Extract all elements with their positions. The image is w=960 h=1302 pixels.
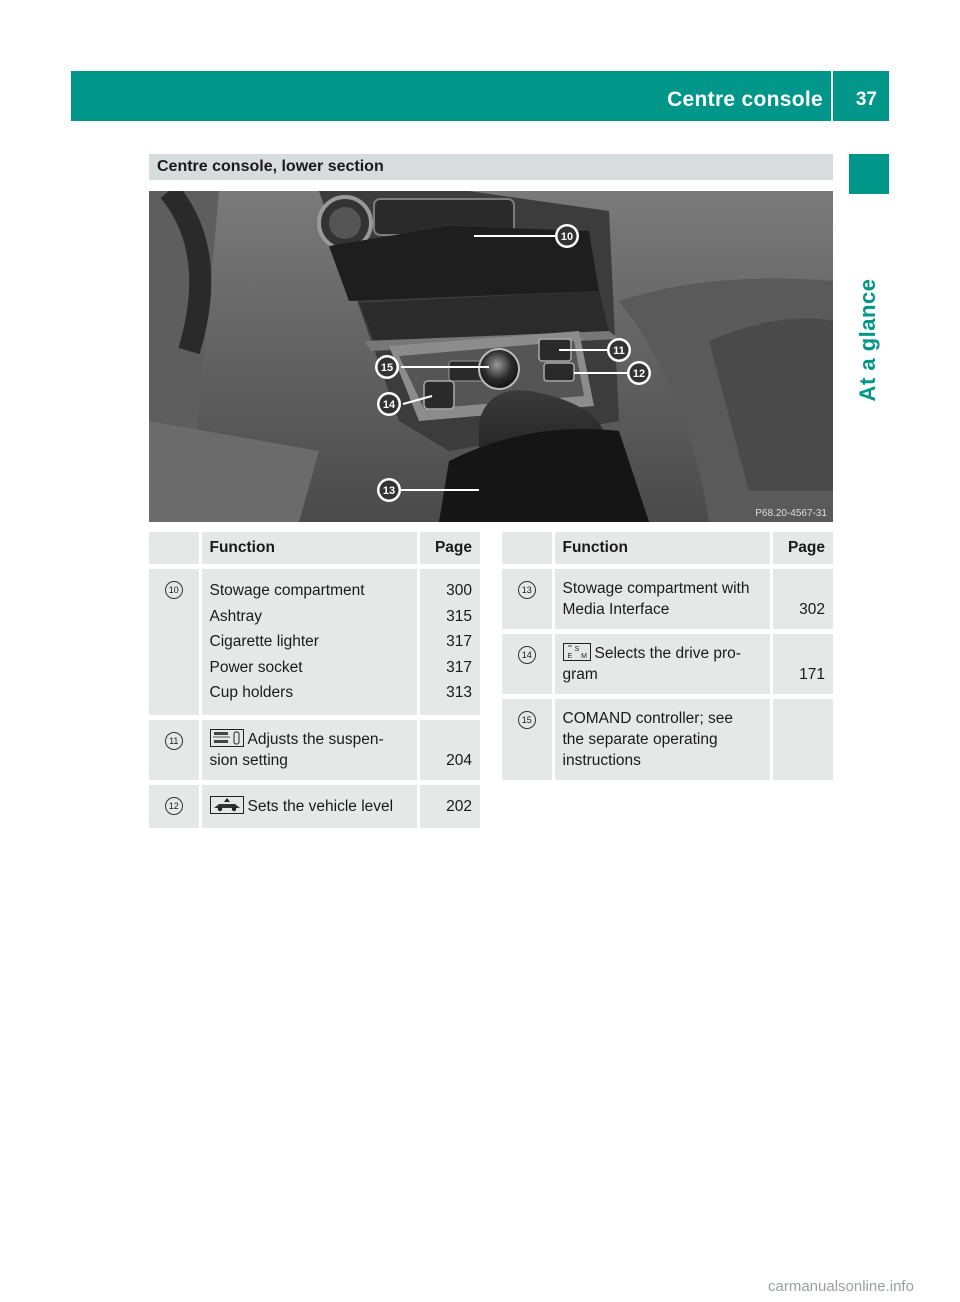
- chapter-title: Centre console: [667, 88, 823, 111]
- page-number: 37: [855, 89, 877, 110]
- page-ref: 202: [446, 797, 472, 815]
- page-ref: 317: [446, 633, 472, 650]
- table-row: [149, 785, 480, 829]
- function-text: Power socket: [209, 658, 303, 676]
- function-text: sion setting: [209, 751, 288, 769]
- page-ref: 317: [446, 658, 472, 676]
- page-header: [71, 71, 889, 121]
- function-text: Adjusts the suspen-: [247, 730, 384, 748]
- page-ref: 204: [446, 751, 472, 769]
- function-text: Stowage compartment: [209, 582, 365, 599]
- page-ref: [777, 708, 826, 729]
- item-number: 13: [518, 581, 536, 599]
- svg-text:14: 14: [382, 399, 396, 411]
- header-divider: [831, 71, 833, 121]
- function-text: gram: [562, 666, 598, 683]
- svg-text:11: 11: [613, 345, 625, 357]
- callout-11: [607, 338, 631, 362]
- page-ref: 302: [799, 601, 825, 618]
- svg-text:M: M: [580, 653, 587, 660]
- vehicle-level-icon: [210, 796, 244, 814]
- callout-12: [627, 361, 651, 385]
- centre-console-photo: [149, 191, 833, 522]
- item-number: 12: [165, 797, 183, 815]
- page-ref: 300: [446, 582, 472, 599]
- page-ref: 171: [799, 666, 825, 683]
- item-number: 11: [165, 732, 183, 750]
- side-tab-marker: [849, 154, 889, 194]
- function-text: Cup holders: [209, 684, 294, 701]
- svg-text:10: 10: [560, 231, 574, 243]
- function-text: Sets the vehicle level: [247, 797, 394, 815]
- callout-15: [375, 355, 399, 379]
- function-text: Selects the drive pro-: [594, 645, 741, 662]
- figure-code: P68.20-4567-31: [755, 508, 827, 519]
- function-text: Cigarette lighter: [209, 633, 319, 650]
- table-header: [149, 532, 480, 564]
- item-number: 10: [165, 581, 183, 599]
- function-text: Media Interface: [562, 601, 670, 618]
- function-text: Ashtray: [209, 607, 263, 625]
- svg-text:15: 15: [380, 362, 394, 374]
- table-row: [502, 634, 833, 694]
- svg-text:E: E: [567, 653, 572, 660]
- side-section-label: At a glance: [855, 278, 880, 402]
- watermark: carmanualsonline.info: [768, 1278, 914, 1295]
- svg-text:S: S: [574, 646, 579, 653]
- page-ref: 313: [446, 684, 472, 701]
- col-function: Function: [200, 532, 418, 564]
- callout-14: [377, 392, 401, 416]
- drive-program-switch-icon: [563, 643, 591, 661]
- col-page: Page: [418, 532, 480, 564]
- function-text: COMAND controller; see: [562, 710, 734, 727]
- table-header: [502, 532, 833, 564]
- section-title: Centre console, lower section: [157, 158, 384, 175]
- function-text: Stowage compartment with: [562, 580, 750, 597]
- svg-text:12: 12: [632, 368, 646, 380]
- table-row: [502, 699, 833, 780]
- function-table-right: [502, 532, 833, 780]
- function-text: the separate operating: [562, 731, 718, 748]
- svg-text:13: 13: [382, 485, 396, 497]
- col-function: Function: [553, 532, 771, 564]
- section-heading: [149, 154, 833, 180]
- callout-10: [555, 224, 579, 248]
- item-number: 15: [518, 711, 536, 729]
- function-table-left: [149, 532, 480, 828]
- function-text: instructions: [562, 752, 641, 769]
- col-page: Page: [771, 532, 833, 564]
- callout-13: [377, 478, 401, 502]
- table-row: [149, 720, 480, 780]
- item-number: 14: [518, 646, 536, 664]
- sport-comf-button-icon: [210, 729, 244, 747]
- table-row: [149, 569, 480, 715]
- table-row: [502, 569, 833, 629]
- page-ref: 315: [446, 607, 472, 625]
